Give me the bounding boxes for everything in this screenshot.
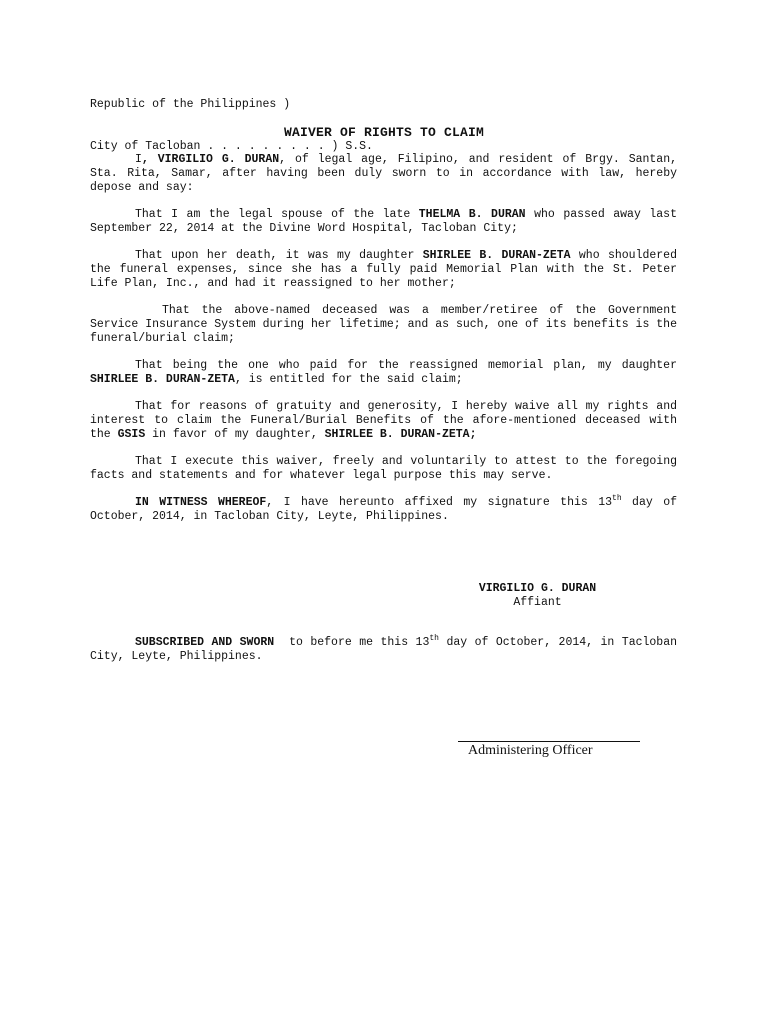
text-run: , is entitled for the said claim; bbox=[234, 373, 463, 386]
venue-line-city: City of Tacloban . . . . . . . . . ) S.S. bbox=[90, 140, 373, 153]
ordinal-suffix: th bbox=[612, 494, 622, 504]
text-run: to before me this 13 bbox=[274, 636, 430, 649]
affiant-role: Affiant bbox=[513, 596, 562, 609]
paragraph-gsis-member bbox=[90, 304, 677, 346]
daughter-name: SHIRLEE B. DURAN-ZETA bbox=[90, 373, 235, 386]
text-run: That I execute this waiver, freely and voluntarily to attest to the foregoing facts and statements and for whatever legal purpose this may serve. bbox=[90, 455, 677, 482]
text-run: in favor of my daughter, bbox=[145, 428, 325, 441]
paragraph-affiant-identity bbox=[90, 153, 677, 195]
text-run: That the above-named deceased was a member/retiree of the Government Service Insurance System during her lifetime; and as such, one of its benefits is the funeral/burial claim; bbox=[90, 304, 677, 345]
text-run: , of legal age, Filipino, and resident of Brgy. Santan, Sta. Rita, Samar, after having been duly sworn to in accordance with law, hereby depose and say: bbox=[90, 153, 678, 194]
in-witness-whereof: IN WITNESS WHEREOF bbox=[135, 496, 267, 509]
deceased-name: THELMA B. DURAN bbox=[418, 208, 526, 221]
text-run: That being the one who paid for the reassigned memorial plan, my daughter bbox=[135, 359, 677, 372]
paragraph-waiver bbox=[90, 400, 677, 442]
paragraph-entitlement bbox=[90, 359, 677, 387]
text-run: That for reasons of gratuity and generosity, I hereby waive all my rights and interest to claim the Funeral/Burial Benefits of the afore-mentioned deceased with the bbox=[90, 400, 677, 441]
document-title: WAIVER OF RIGHTS TO CLAIM bbox=[283, 125, 485, 140]
paragraph-funeral-expenses bbox=[90, 249, 677, 291]
venue-line-republic: Republic of the Philippines ) bbox=[90, 98, 291, 111]
paragraph-in-witness bbox=[90, 496, 677, 524]
paragraph-voluntary-execution bbox=[90, 455, 677, 483]
ordinal-suffix: th bbox=[429, 634, 439, 644]
text-run: I bbox=[135, 153, 142, 166]
affiant-name: VIRGILIO G. DURAN bbox=[478, 582, 597, 595]
subscribed-and-sworn: SUBSCRIBED AND SWORN bbox=[135, 636, 275, 649]
administering-officer-label: Administering Officer bbox=[468, 743, 593, 758]
text-run: That I am the legal spouse of the late bbox=[135, 208, 419, 221]
text-run: day of October, 2014, in Tacloban City, Leyte, Philippines. bbox=[90, 636, 678, 663]
daughter-name: SHIRLEE B. DURAN-ZETA bbox=[422, 249, 571, 262]
text-run: day of October, 2014, in Tacloban City, Leyte, Philippines. bbox=[90, 496, 677, 523]
text-run: who passed away last September 22, 2014 at the Divine Word Hospital, Tacloban City; bbox=[90, 208, 677, 235]
daughter-name: SHIRLEE B. DURAN-ZETA bbox=[324, 428, 470, 441]
officer-signature-line bbox=[458, 741, 640, 742]
text-run: who shouldered the funeral expenses, since she has a fully paid Memorial Plan with the St. Peter Life Plan, Inc., and had it reassigned to her mother; bbox=[90, 249, 677, 290]
paragraph-legal-spouse bbox=[90, 208, 677, 236]
affiant-name-inline: , VIRGILIO G. DURAN bbox=[141, 153, 280, 166]
affiant-signature-block bbox=[430, 582, 645, 610]
text-run: That upon her death, it was my daughter bbox=[135, 249, 423, 262]
jurat-paragraph bbox=[90, 636, 677, 664]
document-body bbox=[90, 153, 677, 524]
gsis-acronym: GSIS bbox=[117, 428, 146, 441]
text-run: , I have hereunto affixed my signature this 13 bbox=[266, 496, 613, 509]
text-run: ; bbox=[469, 428, 477, 441]
